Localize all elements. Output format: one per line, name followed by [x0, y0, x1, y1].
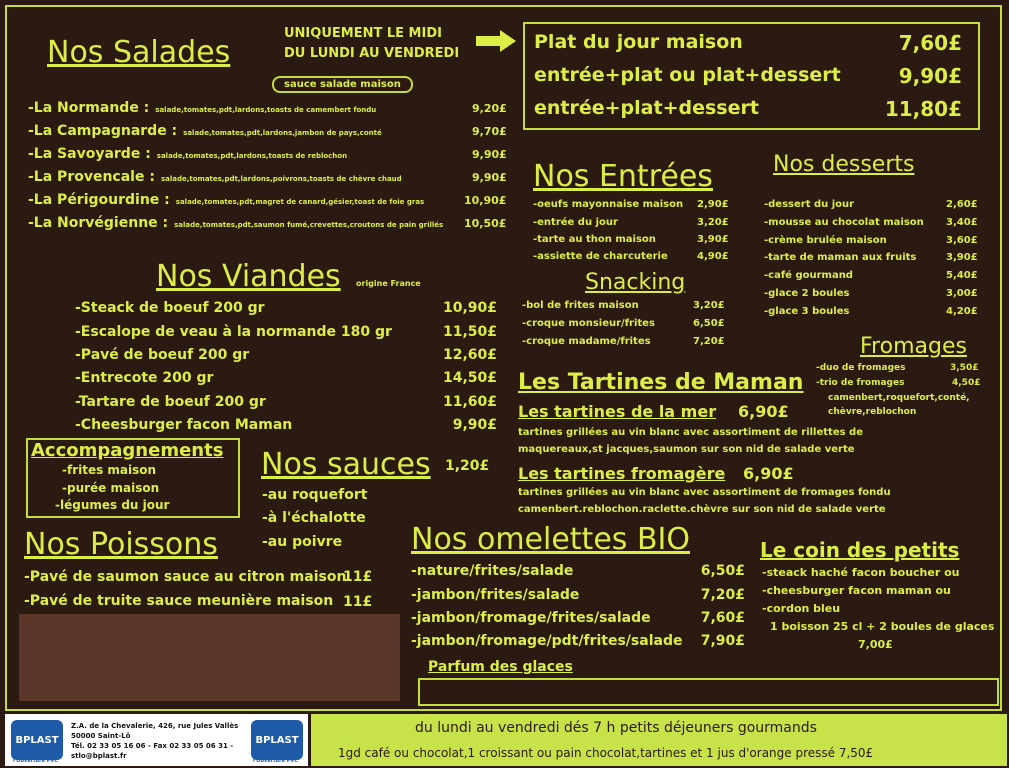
viande-item: -Escalope de veau à la normande 180 gr — [75, 324, 392, 340]
salade-price: 9,70£ — [472, 125, 507, 138]
tartines-title: Les Tartines de Maman — [518, 370, 804, 395]
accompagnement-item: -purée maison — [62, 481, 160, 495]
salade-item — [28, 100, 376, 116]
accompagnement-item: -frites maison — [62, 463, 157, 477]
omelette-price: 6,50£ — [700, 563, 745, 579]
salade-desc: salade,tomates,pdt,lardons,poivrons,toasts de chèvre chaud — [160, 175, 402, 183]
viande-item: -Steack de boeuf 200 gr — [75, 300, 265, 316]
snacking-price: 7,20£ — [693, 336, 725, 347]
footer-phone: Tél. 02 33 05 16 06 - Fax 02 33 05 06 31 - — [71, 742, 234, 750]
footer-breakfast — [311, 714, 1007, 766]
sauces-title: Nos sauces — [261, 447, 431, 482]
fromages-trio-label: -trio de fromages — [816, 378, 905, 388]
dessert-item: -glace 2 boules — [764, 288, 850, 299]
dessert-price: 4,20£ — [946, 306, 978, 317]
salade-price: 10,50£ — [464, 217, 507, 230]
dessert-item: -tarte de maman aux fruits — [764, 252, 917, 263]
dessert-price: 3,40£ — [946, 217, 978, 228]
entree-price: 3,20£ — [697, 217, 729, 228]
dessert-price: 3,60£ — [946, 235, 978, 246]
salade-item — [28, 215, 443, 231]
dessert-item: -mousse au chocolat maison — [764, 217, 924, 228]
formule-label: entrée+plat+dessert — [534, 97, 759, 119]
arrow-right-icon — [476, 30, 516, 56]
glaces-label: Parfum des glaces — [428, 659, 573, 675]
accompagnements-title: Accompagnements — [31, 440, 224, 461]
snacking-item: -croque monsieur/frites — [522, 318, 655, 329]
salade-price: 9,90£ — [472, 171, 507, 184]
sauce-item: -au poivre — [262, 534, 343, 550]
entree-item: -tarte au thon maison — [533, 234, 656, 245]
footer-address-2: 50000 Saint-Lô — [71, 732, 131, 740]
dessert-item: -glace 3 boules — [764, 306, 850, 317]
dessert-price: 3,90£ — [946, 252, 978, 263]
viande-item: -Cheesburger facon Maman — [75, 417, 293, 433]
viande-price: 14,50£ — [442, 370, 497, 386]
tartines-mer-desc-2: maquereaux,st jacques,saumon sur son nid de salade verte — [518, 444, 855, 455]
omelette-item: -nature/frites/salade — [411, 563, 574, 579]
omelette-price: 7,20£ — [700, 587, 745, 603]
formule-price: 9,90£ — [898, 64, 962, 88]
viandes-title: Nos Viandes — [156, 259, 341, 294]
sauces-price: 1,20£ — [445, 458, 490, 474]
salade-name: -La Normande : — [28, 100, 150, 116]
fromages-detail-1: camenbert,roquefort,conté, — [828, 393, 970, 403]
poisson-item: -Pavé de saumon sauce au citron maison — [24, 569, 347, 585]
viandes-origin: origine France — [356, 279, 421, 288]
dessert-price: 5,40£ — [946, 270, 978, 281]
fromages-title: Fromages — [860, 334, 967, 359]
salade-desc: salade,tomates,pdt,lardons,jambon de pays,conté — [183, 129, 382, 137]
poisson-price: 11£ — [343, 594, 373, 610]
sauce-salade-badge: sauce salade maison — [272, 76, 413, 93]
petits-line: 1 boisson 25 cl + 2 boules de glaces — [770, 620, 995, 633]
dessert-item: -café gourmand — [764, 270, 853, 281]
tartines-fromagere-desc-1: tartines grillées au vin blanc avec assortiment de fromages fondu — [518, 487, 891, 498]
bplast-logo-right: BPLAST — [251, 720, 303, 760]
salade-price: 9,20£ — [472, 102, 507, 115]
petits-title: Le coin des petits — [760, 538, 960, 562]
salade-item — [28, 192, 424, 208]
blank-panel — [19, 614, 400, 701]
entree-price: 4,90£ — [697, 251, 729, 262]
salade-item — [28, 146, 347, 162]
salade-item — [28, 123, 382, 139]
omelette-item: -jambon/frites/salade — [411, 587, 580, 603]
salade-item — [28, 169, 402, 185]
accompagnement-item: -légumes du jour — [55, 498, 170, 512]
entree-item: -oeufs mayonnaise maison — [533, 199, 684, 210]
salade-name: -La Norvégienne : — [28, 215, 169, 231]
footer-tagline-left: l'Ouverture PVC — [13, 758, 58, 764]
tartines-mer-label: Les tartines de la mer — [518, 402, 717, 421]
bplast-logo-left: BPLAST — [11, 720, 63, 760]
entree-item: -assiette de charcuterie — [533, 251, 668, 262]
petits-line: -steack haché facon boucher ou — [762, 566, 960, 579]
glaces-box — [418, 678, 999, 706]
tartines-mer-desc-1: tartines grillées au vin blanc avec assortiment de rillettes de — [518, 427, 863, 438]
salade-price: 9,90£ — [472, 148, 507, 161]
tartines-fromagere-label: Les tartines fromagère — [518, 464, 726, 483]
snacking-price: 3,20£ — [693, 300, 725, 311]
viande-item: -Pavé de boeuf 200 gr — [75, 347, 250, 363]
fromages-duo-label: -duo de fromages — [816, 363, 906, 373]
omelette-price: 7,90£ — [700, 633, 745, 649]
salade-name: -La Périgourdine : — [28, 192, 170, 208]
petits-line: -cordon bleu — [762, 602, 841, 615]
footer-advert — [5, 714, 308, 766]
entree-price: 3,90£ — [697, 234, 729, 245]
snacking-item: -bol de frites maison — [522, 300, 639, 311]
viande-price: 11,60£ — [442, 394, 497, 410]
footer-email: stlo@bplast.fr — [71, 752, 127, 760]
viande-price: 9,90£ — [452, 417, 497, 433]
salade-price: 10,90£ — [464, 194, 507, 207]
breakfast-line-2: 1gd café ou chocolat,1 croissant ou pain chocolat,tartines et 1 jus d'orange pressé 7,50£ — [338, 746, 874, 760]
dessert-price: 3,00£ — [946, 288, 978, 299]
omelette-item: -jambon/fromage/pdt/frites/salade — [411, 633, 683, 649]
viande-price: 10,90£ — [442, 300, 497, 316]
desserts-title: Nos desserts — [773, 152, 915, 177]
entree-item: -entrée du jour — [533, 217, 618, 228]
snacking-item: -croque madame/frites — [522, 336, 651, 347]
salade-name: -La Savoyarde : — [28, 146, 151, 162]
fromages-detail-2: chèvre,reblochon — [828, 407, 917, 417]
salade-desc: salade,tomates,pdt,lardons,toasts de reblochon — [156, 152, 348, 160]
footer-address-1: Z.A. de la Chevalerie, 426, rue Jules Vallès — [71, 722, 239, 730]
formule-price: 11,80£ — [884, 97, 962, 121]
tartines-fromagere-desc-2: camenbert.reblochon.raclette.chèvre sur son nid de salade verte — [518, 504, 886, 515]
omelette-item: -jambon/fromage/frites/salade — [411, 610, 651, 626]
notice-line2: DU LUNDI AU VENDREDI — [284, 46, 460, 61]
formule-label: entrée+plat ou plat+dessert — [534, 64, 841, 86]
dessert-item: -dessert du jour — [764, 199, 855, 210]
poissons-title: Nos Poissons — [24, 527, 218, 562]
formule-price: 7,60£ — [898, 31, 962, 55]
petits-price: 7,00£ — [858, 638, 893, 651]
viande-price: 11,50£ — [442, 324, 497, 340]
dessert-price: 2,60£ — [946, 199, 978, 210]
salade-name: -La Provencale : — [28, 169, 155, 185]
entrees-title: Nos Entrées — [533, 159, 713, 194]
sauce-item: -à l'échalotte — [262, 510, 366, 526]
formule-label: Plat du jour maison — [534, 31, 743, 53]
tartines-mer-price: 6,90£ — [738, 402, 789, 421]
fromages-duo-price: 3,50£ — [950, 363, 979, 373]
snacking-price: 6,50£ — [693, 318, 725, 329]
salade-desc: salade,tomates,pdt,lardons,toasts de camembert fondu — [155, 106, 377, 114]
salade-desc: salade,tomates,pdt,saumon fumé,crevettes,croutons de pain grillés — [174, 221, 444, 229]
entree-price: 2,90£ — [697, 199, 729, 210]
salade-desc: salade,tomates,pdt,magret de canard,gésier,toast de foie gras — [175, 198, 425, 206]
petits-line: -cheesburger facon maman ou — [762, 584, 951, 597]
sauce-item: -au roquefort — [262, 487, 368, 503]
omelette-price: 7,60£ — [700, 610, 745, 626]
viande-item: -Tartare de boeuf 200 gr — [75, 394, 266, 410]
omelettes-title: Nos omelettes BIO — [411, 522, 690, 557]
tartines-fromagere-price: 6,90£ — [743, 464, 794, 483]
snacking-title: Snacking — [585, 270, 686, 295]
dessert-item: -crème brulée maison — [764, 235, 887, 246]
poisson-price: 11£ — [343, 569, 373, 585]
fromages-trio-price: 4,50£ — [952, 378, 981, 388]
viande-price: 12,60£ — [442, 347, 497, 363]
salades-title: Nos Salades — [47, 35, 231, 70]
salade-name: -La Campagnarde : — [28, 123, 178, 139]
viande-item: -Entrecote 200 gr — [75, 370, 214, 386]
poisson-item: -Pavé de truite sauce meunière maison — [24, 593, 334, 609]
breakfast-line-1: du lundi au vendredi dés 7 h petits déjeuners gourmands — [415, 720, 817, 736]
notice-line1: UNIQUEMENT LE MIDI — [284, 26, 442, 41]
footer-tagline-right: l'Ouverture PVC — [253, 758, 298, 764]
